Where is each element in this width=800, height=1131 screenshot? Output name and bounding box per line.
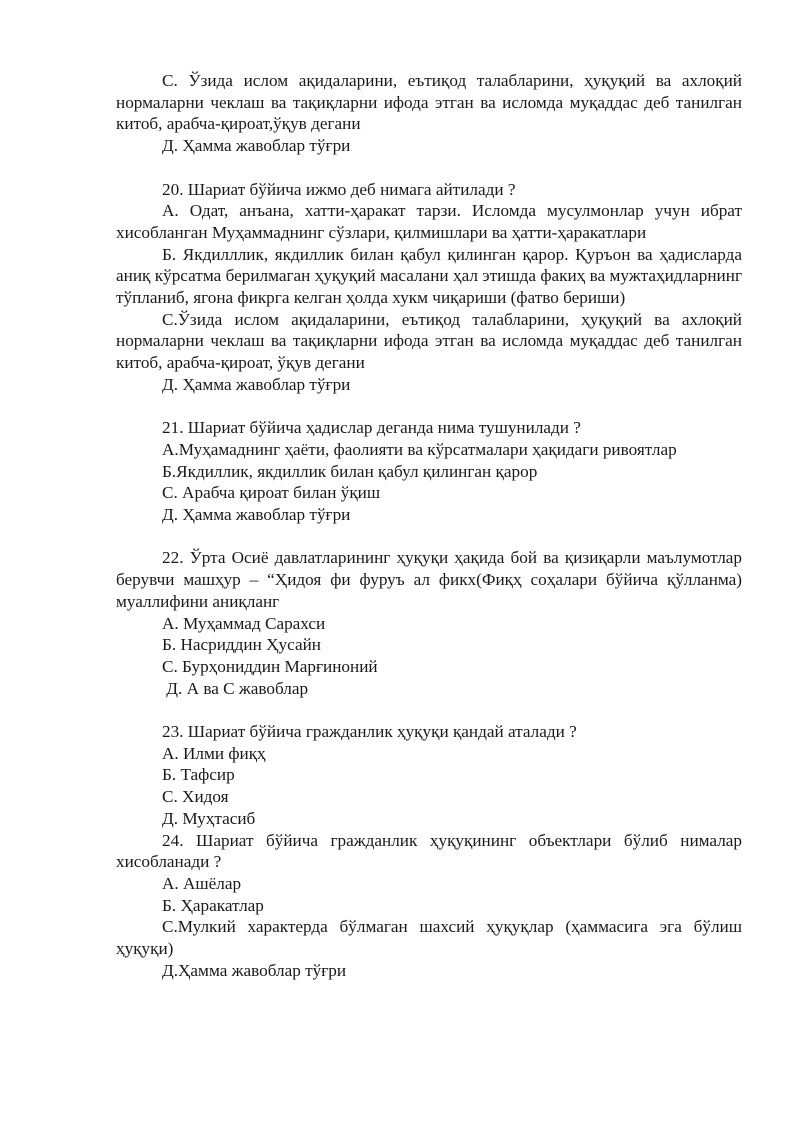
- answer-a-23: А. Илми фиқҳ: [162, 743, 266, 763]
- answer-a-24: А. Ашёлар: [162, 873, 242, 893]
- answer-a-21: А.Муҳамаднинг ҳаёти, фаолияти ва кўрсатмалари ҳақидаги ривоятлар: [162, 439, 677, 459]
- spacer: [116, 526, 742, 548]
- answer-b-22: Б. Насриддин Ҳусайн: [162, 635, 321, 655]
- answer-a-20: А. Одат, анъана, хатти-ҳаракат тарзи. Исломда мусулмонлар учун ибрат хисобланган Муҳаммаднинг сўзлари, қилмишлари ва ҳатти-ҳаракатлари: [116, 201, 742, 242]
- answer-d-19: Д. Ҳамма жавоблар тўғри: [162, 136, 351, 156]
- answer-d-24: Д.Ҳамма жавоблар тўғри: [162, 960, 347, 980]
- answer-b-21: Б.Якдиллик, якдиллик билан қабул қилинган қарор: [162, 461, 538, 481]
- answer-c-24: С.Мулкий характерда бўлмаган шахсий ҳуқуқлар (ҳаммасига эга бўлиш ҳуқуқи): [116, 917, 742, 959]
- answer-b-23: Б. Тафсир: [162, 765, 235, 785]
- answer-c-21: С. Арабча қироат билан ўқиш: [162, 483, 381, 503]
- answer-c-20: С.Ўзида ислом ақидаларини, еътиқод талабларини, ҳуқуқий ва ахлоқий нормаларни чеклаш ва тақиқларни ифода этган ва исломда муқаддас деб танилган китоб, арабча-қироат, ўқув дегани: [116, 309, 742, 373]
- question-20: 20. Шариат бўйича ижмо деб нимага айтилади ?: [162, 179, 516, 199]
- answer-c-19: С. Ўзида ислом ақидаларини, еътиқод талабларини, ҳуқуқий ва ахлоқий нормаларни чеклаш ва тақиқларни ифода этган ва исломда муқаддас деб танилган китоб, арабча-қироат,ўқув дегани: [116, 71, 742, 134]
- spacer: [116, 396, 742, 418]
- spacer: [116, 157, 742, 179]
- document-page: [116, 70, 742, 981]
- answer-d-22: Д. А ва С жавоблар: [162, 678, 309, 698]
- answer-d-23: Д. Муҳтасиб: [162, 808, 256, 828]
- question-24: 24. Шариат бўйича гражданлик ҳуқуқининг объектлари бўлиб нималар хисобланади ?: [116, 830, 742, 872]
- answer-a-22: А. Муҳаммад Сарахси: [162, 613, 326, 633]
- answer-c-22: С. Бурҳониддин Марғиноний: [162, 656, 378, 676]
- answer-b-24: Б. Ҳаракатлар: [162, 895, 264, 915]
- question-21: 21. Шариат бўйича ҳадислар деганда нима тушунилади ?: [162, 418, 581, 438]
- spacer: [116, 699, 742, 721]
- answer-b-20: Б. Якдилллик, якдиллик билан қабул қилинган қарор. Қуръон ва ҳадисларда аниқ кўрсатма берилмаган ҳуқуқий масалани ҳал этишда факиҳ ва мужтаҳидларнинг тўпланиб, ягона фикрга келган ҳолда хукм чиқариши (фатво бериши): [116, 244, 742, 308]
- answer-d-21: Д. Ҳамма жавоблар тўғри: [162, 505, 351, 525]
- question-22: 22. Ўрта Осиё давлатларининг ҳуқуқи ҳақида бой ва қизиқарли маълумотлар берувчи машҳур – “Ҳидоя фи фуруъ ал фикх(Фиқҳ соҳалари бўйича қўлланма) муаллифини аниқланг: [116, 548, 742, 611]
- question-23: 23. Шариат бўйича гражданлик ҳуқуқи қандай аталади ?: [162, 722, 577, 742]
- answer-d-20: Д. Ҳамма жавоблар тўғри: [162, 374, 351, 394]
- answer-c-23: С. Хидоя: [162, 787, 229, 807]
